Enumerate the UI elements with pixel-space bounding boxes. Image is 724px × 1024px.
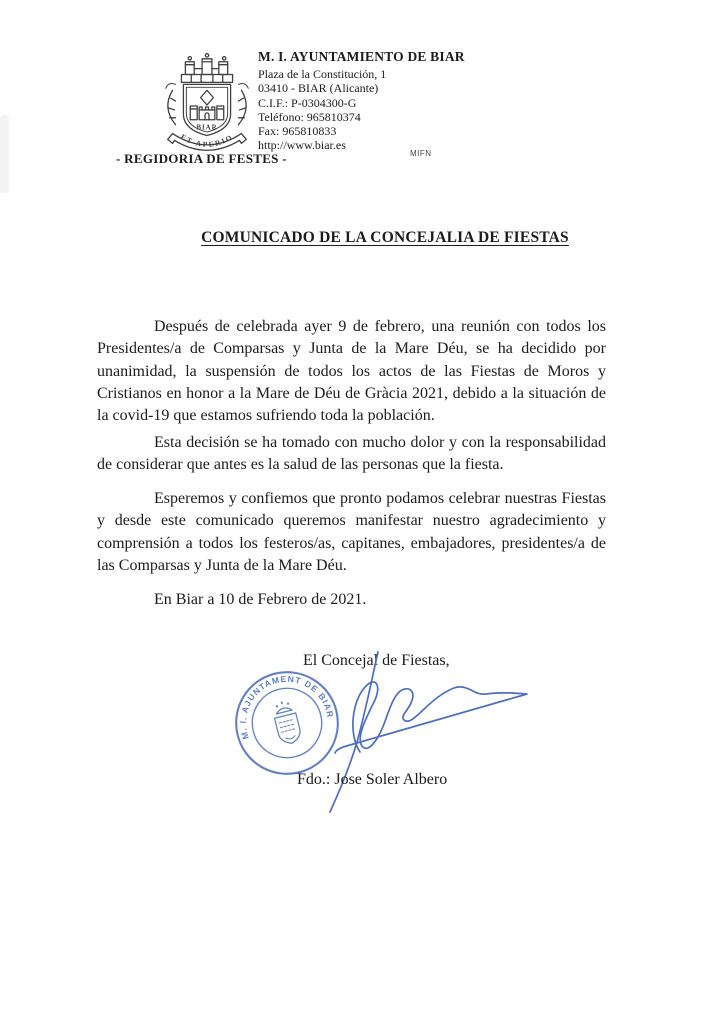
paragraph-1: Después de celebrada ayer 9 de febrero, una reunión con todos los Presidentes/a de Comparsas y Junta de la Mare Déu, se ha decidido por unanimidad, la suspensión de todos los actos de las Fiestas de Moros y Cristianos en honor a la Mare de Déu de Gràcia 2021, debido a la situación de la covid-19 que estamos sufriendo toda la población.: [97, 318, 606, 425]
coat-of-arms-motto: ET APERIO: [179, 131, 235, 149]
reference-code: MIFN: [410, 149, 432, 158]
phone-line: Teléfono: 965810374: [258, 109, 361, 124]
stamp-text: M. I. AJUNTAMENT DE BIAR: [238, 673, 336, 741]
scan-artifact: [0, 115, 9, 193]
address-line-2: 03410 - BIAR (Alicante): [258, 81, 379, 96]
department-label: - REGIDORIA DE FESTES -: [116, 151, 287, 166]
cif-line: C.I.F.: P-0304300-G: [258, 95, 357, 110]
fax-line: Fax: 965810833: [258, 124, 337, 139]
handwritten-signature: [308, 646, 543, 818]
biar-coat-of-arms: [148, 50, 266, 162]
coat-of-arms-label: BIAR: [196, 124, 218, 132]
crown-orb-icon: [188, 57, 191, 60]
signature-name-line: Fdo.: Jose Soler Albero: [297, 771, 448, 788]
letterhead-contact-block: [258, 50, 558, 152]
address-line-1: Plaza de la Constitución, 1: [258, 67, 387, 82]
document-title: COMUNICADO DE LA CONCEJALIA DE FIESTAS: [201, 229, 569, 246]
paragraph-2: Esta decisión se ha tomado con mucho dolor y con la responsabilidad de considerar que antes es la salud de las personas que la fiesta.: [97, 434, 606, 474]
date-line: En Biar a 10 de Febrero de 2021.: [154, 591, 367, 608]
signature-role-line: El Concejal de Fiestas,: [303, 652, 450, 669]
paragraph-3: Esperemos y confiemos que pronto podamos celebrar nuestras Fiestas y desde este comunicado queremos manifestar nuestro agradecimiento y comprensión a todos los festeros/as, capitanes, embajadores, presidentes/a de las Comparsas y Junta de la Mare Déu.: [97, 490, 606, 574]
website-line: http://www.biar.es: [258, 138, 346, 153]
organization-name: M. I. AYUNTAMIENTO DE BIAR: [258, 49, 465, 64]
